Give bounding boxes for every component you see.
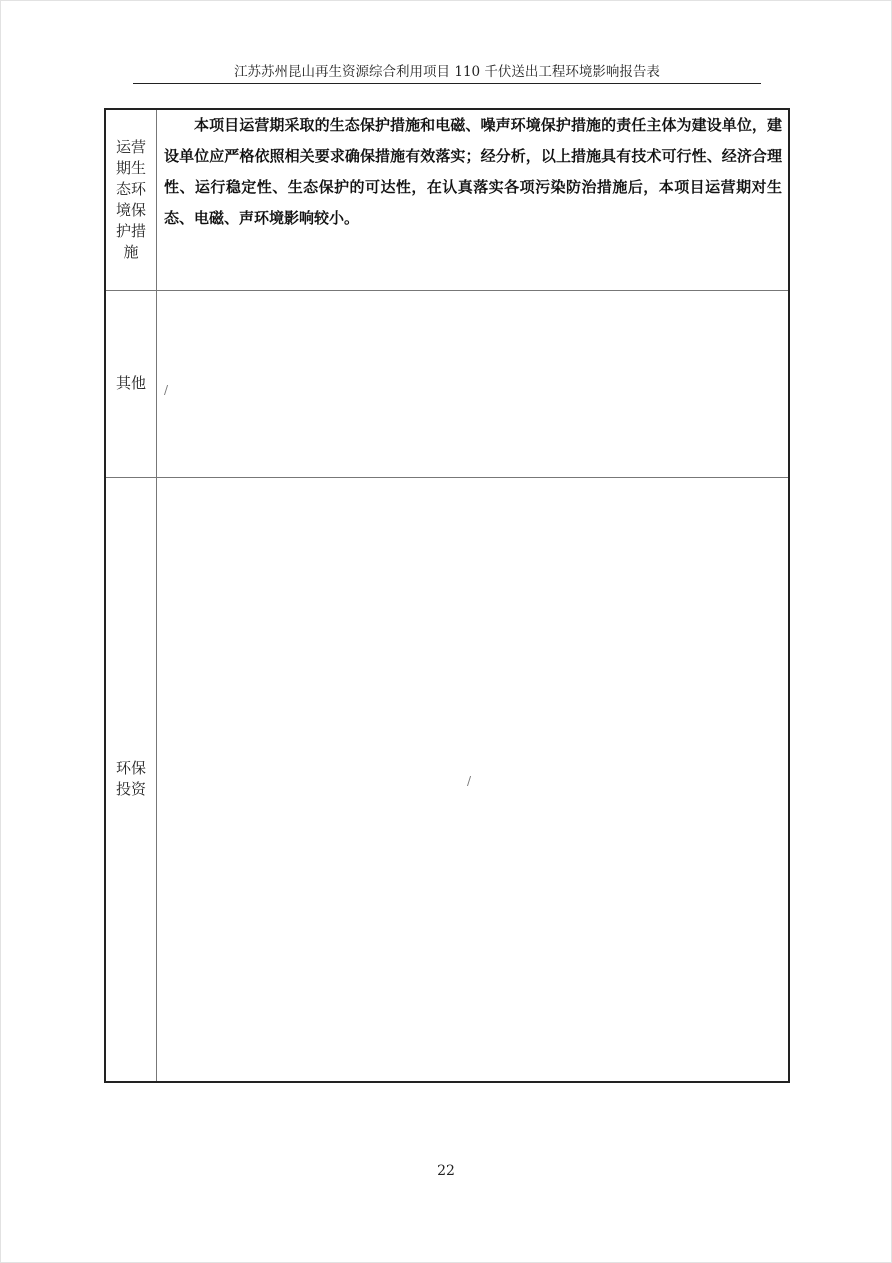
row-label: 运营期生态环境保护措施 — [115, 137, 146, 261]
table-row — [105, 477, 789, 1082]
row-label: 环保投资 — [115, 759, 146, 799]
row-content-text: / — [467, 773, 472, 788]
row-content-text: 本项目运营期采取的生态保护措施和电磁、噪声环境保护措施的责任主体为建设单位，建设单位应严格依照相关要求确保措施有效落实；经分析，以上措施具有技术可行性、经济合理性、运行稳定性、生态保护的可达性，在认真落实各项污染防治措施后，本项目运营期对生态、电磁、声环境影响较小。 — [164, 116, 782, 227]
page-header: 江苏苏州昆山再生资源综合利用项目 110 千伏送出工程环境影响报告表 — [133, 62, 761, 84]
report-table — [104, 108, 790, 1083]
table-row — [105, 109, 789, 290]
table-row — [105, 290, 789, 477]
row-content-cell — [157, 477, 790, 1082]
row-content-text: / — [164, 382, 169, 397]
row-content-cell — [157, 290, 790, 477]
row-label: 其他 — [115, 374, 146, 392]
row-content-cell — [157, 109, 790, 290]
row-label-cell — [105, 290, 157, 477]
row-label-cell — [105, 109, 157, 290]
page-number: 22 — [437, 1163, 455, 1179]
row-label-cell — [105, 477, 157, 1082]
